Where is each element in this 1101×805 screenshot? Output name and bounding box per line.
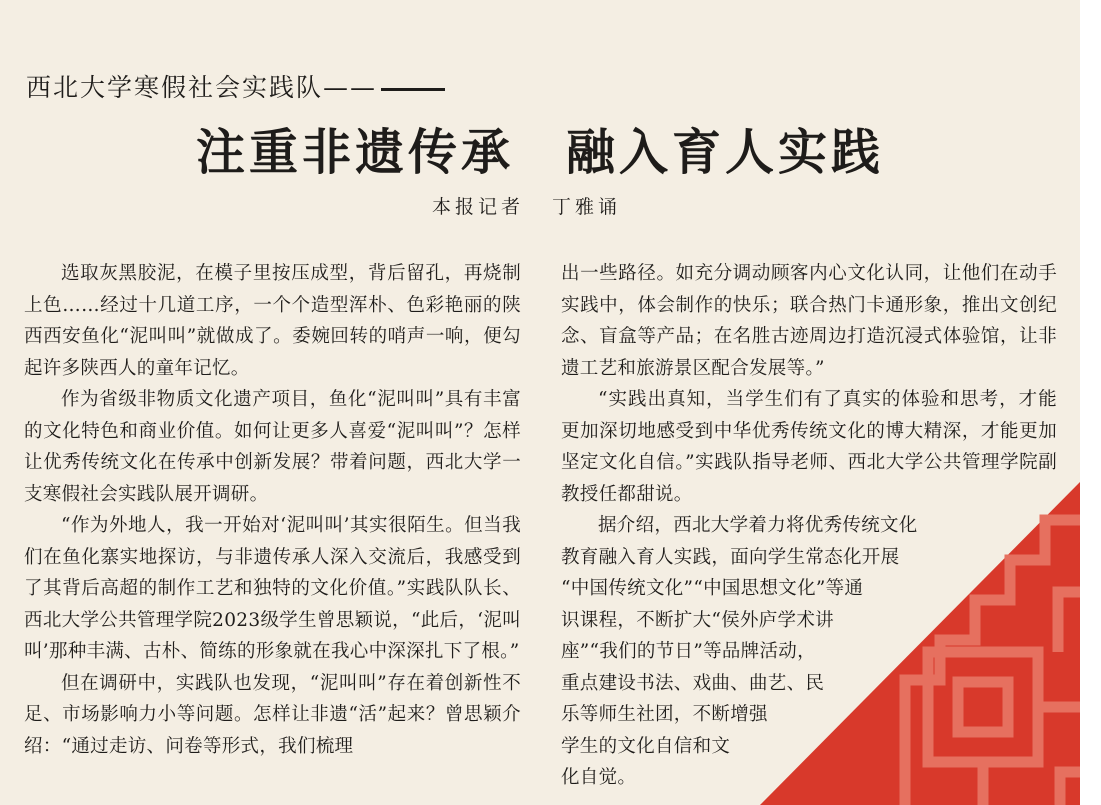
headline-part-1: 注重非遗传承	[195, 123, 514, 181]
paragraph-line: 乐等师生社团，不断增强	[561, 704, 768, 725]
paragraph: “实践出真知，当学生们有了真实的体验和思考，才能更加深切地感受到中华优秀传统文化的博大精深，才能更加坚定文化自信。”实践队指导老师、西北大学公共管理学院副教授任都甜说。	[561, 389, 1057, 505]
paragraph: 出一些路径。如充分调动顾客内心文化认同，让他们在动手实践中，体会制作的快乐；联合热门卡通形象，推出文创纪念、盲盒等产品；在名胜古迹周边打造沉浸式体验馆，让非遗工艺和旅游景区配合发展等。”	[561, 263, 1057, 379]
paragraph-line: 学生的文化自信和文	[561, 735, 731, 757]
paragraph-line: 教育融入育人实践，面向学生常态化开展	[561, 546, 900, 568]
paragraph: 但在调研中，实践队也发现，“泥叫叫”存在着创新性不足、市场影响力小等问题。怎样让非遗“活”起来？曾思颖介绍：“通过走访、问卷等形式，我们梳理	[24, 672, 521, 757]
headline-part-2: 融入育人实践	[566, 123, 885, 181]
paragraph: 选取灰黑胶泥，在模子里按压成型，背后留孔，再烧制上色……经过十几道工序，一个个造型浑朴、色彩艳丽的陕西西安鱼化“泥叫叫”就做成了。委婉回转的哨声一响，便勾起许多陕西人的童年记忆。	[24, 263, 521, 379]
byline-role: 本报记者	[432, 196, 525, 218]
paragraph-line: 重点建设书法、戏曲、曲艺、民	[561, 672, 825, 694]
paragraph-line: 据介绍，西北大学着力将优秀传统文化	[598, 515, 918, 536]
paragraph-line: 座”“我们的节日”等品牌活动，	[561, 641, 816, 662]
paragraph-line: “中国传统文化”“中国思想文化”等通	[561, 578, 864, 599]
paragraph: “作为外地人，我一开始对‘泥叫叫’其实很陌生。但当我们在鱼化寨实地探访，与非遗传承人深入交流后，我感受到了其背后高超的制作工艺和独特的文化价值。”实践队队长、西北大学公共管理学院2023级学生曾思颖说，“此后，‘泥叫叫’那种丰满、古朴、简练的形象就在我心中深深扎下了根。”	[24, 515, 521, 662]
paragraph-line: 化自觉。	[561, 767, 637, 788]
paragraph-line: 识课程，不断扩大“侯外庐学术讲	[561, 609, 834, 631]
paragraph-wrapped-by-ornament	[561, 510, 1057, 794]
byline-name: 丁雅诵	[552, 196, 622, 218]
kicker-text: 西北大学寒假社会实践队——	[26, 73, 378, 102]
article-column-right	[561, 258, 1057, 794]
paragraph: 作为省级非物质文化遗产项目，鱼化“泥叫叫”具有丰富的文化特色和商业价值。如何让更多人喜爱“泥叫叫”？怎样让优秀传统文化在传承中创新发展？带着问题，西北大学一支寒假社会实践队展开调研。	[24, 389, 521, 505]
